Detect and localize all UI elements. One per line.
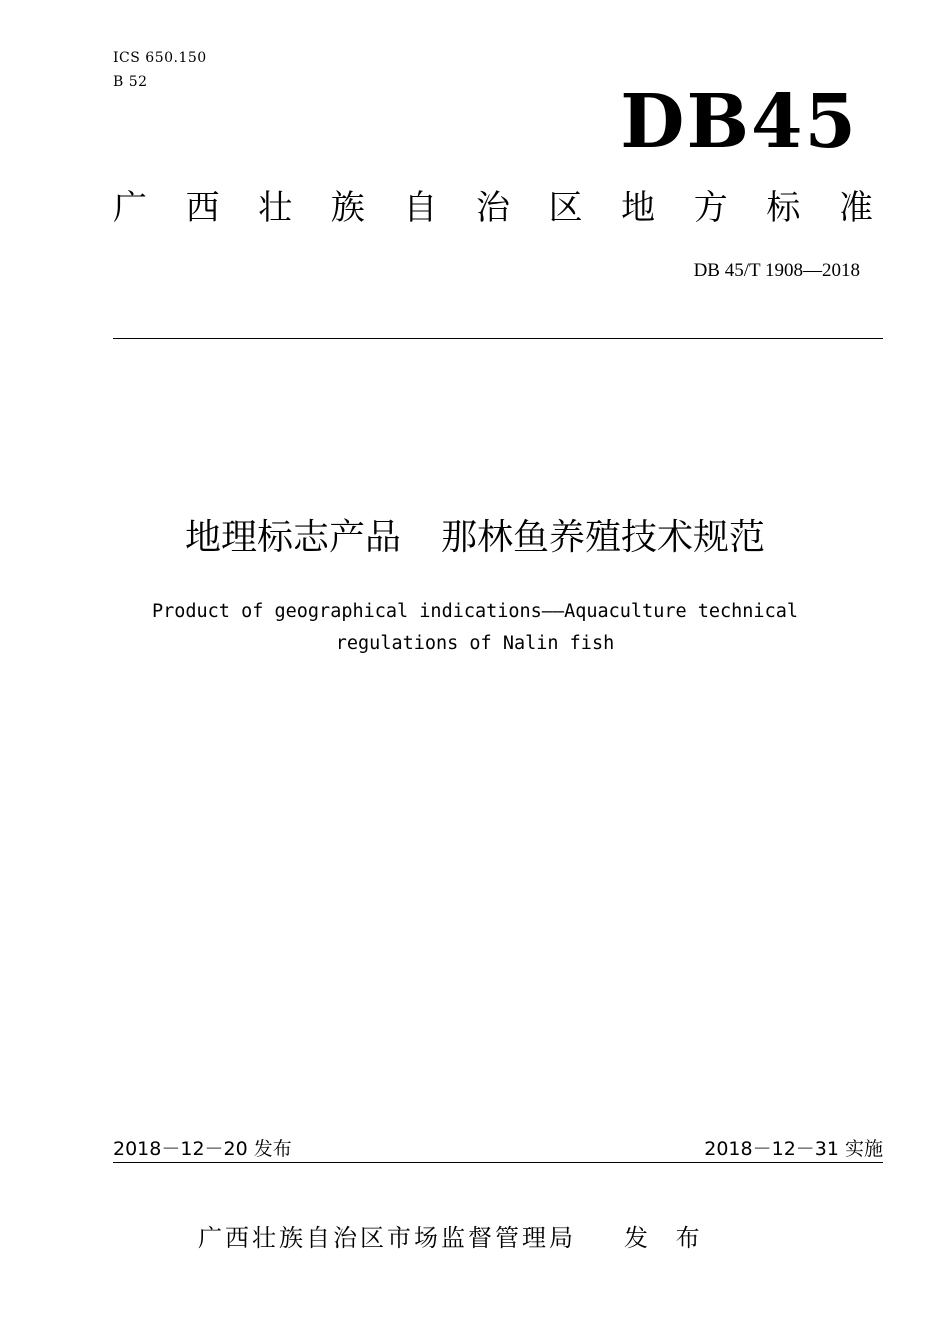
title-zh-part1: 地理标志产品 (184, 517, 401, 558)
standard-number: DB 45/T 1908—2018 (693, 260, 860, 281)
standard-type-char: 地 (621, 188, 656, 228)
standard-type-char: 治 (475, 188, 510, 228)
issue-date: 2018－12－20 发布 (113, 1138, 292, 1160)
publisher-name: 广西壮族自治区市场监督管理局 (198, 1224, 576, 1252)
implement-date: 2018－12－31 实施 (704, 1138, 883, 1160)
publisher-line (198, 1222, 710, 1254)
standard-type-char: 壮 (258, 188, 293, 228)
ics-code: ICS 650.150 (113, 50, 207, 66)
date-row (113, 1136, 883, 1162)
standard-logo: DB45 (620, 79, 858, 165)
publish-action: 发 布 (624, 1224, 710, 1252)
header-divider (113, 338, 883, 339)
ccs-code: B 52 (113, 74, 148, 90)
title-zh-part2: 那林鱼养殖技术规范 (441, 517, 766, 558)
standard-type-char: 广 (113, 188, 147, 228)
standard-type-char: 自 (403, 188, 438, 228)
standard-type-char: 方 (693, 188, 728, 228)
title-en-line2: regulations of Nalin fish (335, 633, 615, 654)
standard-type-char: 标 (766, 188, 801, 228)
standard-type-title (113, 186, 873, 230)
standard-type-char: 区 (548, 188, 583, 228)
standard-type-char: 族 (330, 188, 365, 228)
title-en-line1: Product of geographical indications——Aquaculture technical (151, 601, 798, 622)
footer-divider (113, 1162, 883, 1163)
standard-type-char: 准 (838, 188, 873, 228)
standard-type-char: 西 (185, 188, 220, 228)
document-title-zh (0, 514, 950, 562)
document-title-en (60, 596, 890, 660)
